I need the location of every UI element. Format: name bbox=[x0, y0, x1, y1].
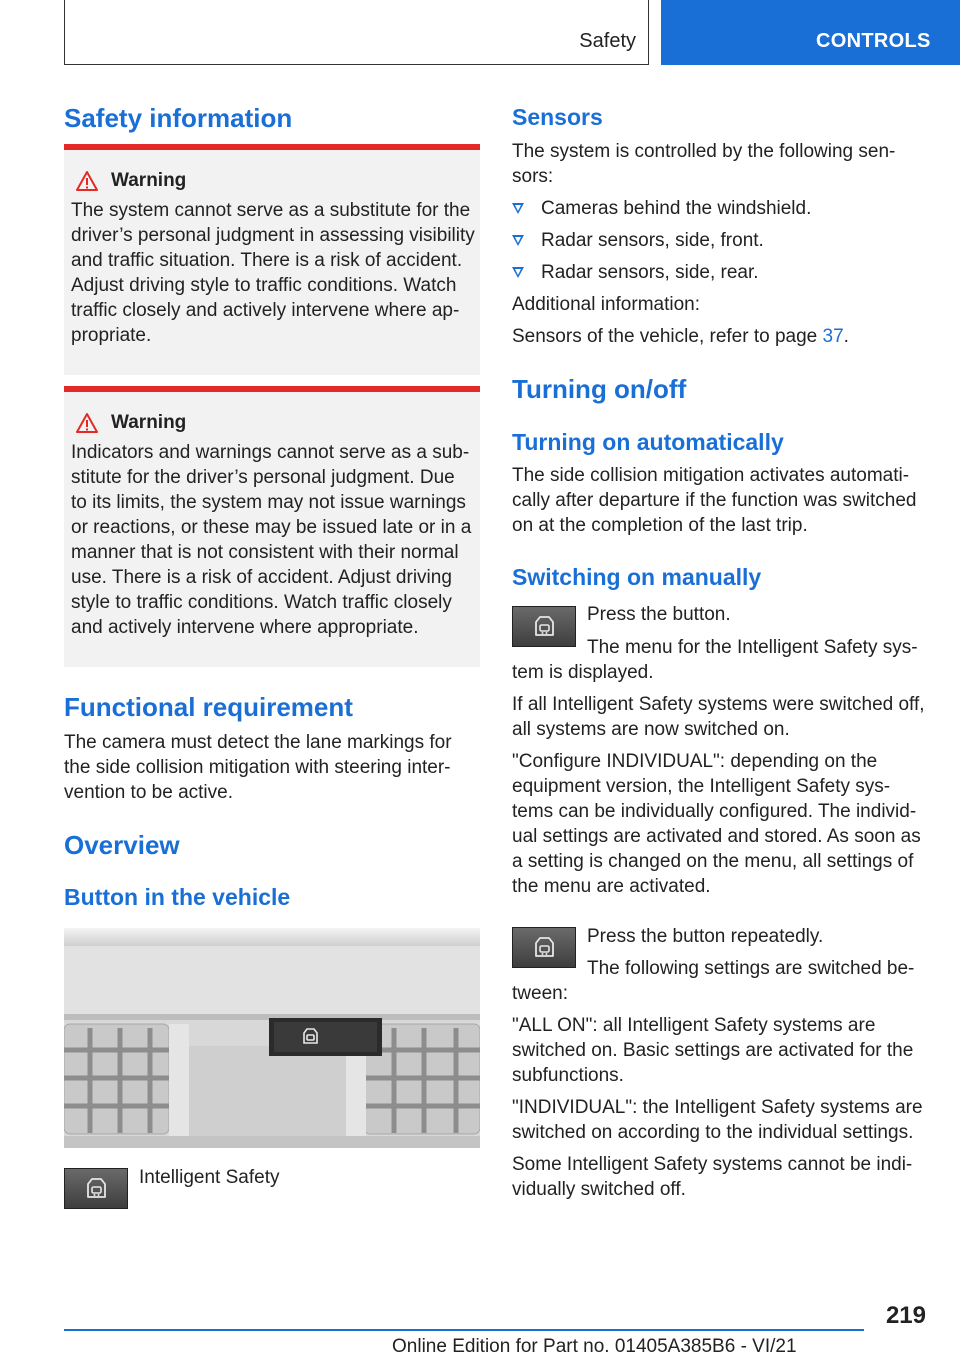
text-line: switched on according to the individual settings. bbox=[512, 1122, 914, 1143]
warning-line: manner that is not consistent with their normal bbox=[71, 542, 459, 563]
bullet-triangle-icon bbox=[512, 203, 524, 214]
intelligent-safety-button-image bbox=[512, 606, 576, 647]
repeat-step-2-continued: tween: bbox=[512, 983, 568, 1004]
text-line: "ALL ON": all Intelligent Safety systems are bbox=[512, 1015, 876, 1036]
switching-on-manually-heading: Switching on manually bbox=[512, 564, 762, 590]
warning-line: use. There is a risk of accident. Adjust driving bbox=[71, 567, 452, 588]
text-line: tems can be individually configured. The individ‐ bbox=[512, 801, 917, 822]
header-section-box bbox=[64, 0, 649, 65]
functional-requirement-text bbox=[64, 730, 452, 805]
vehicle-button-photo bbox=[64, 928, 480, 1148]
warning-line: driver’s personal judgment in assessing visibility bbox=[71, 225, 475, 246]
all-on-paragraph bbox=[512, 1013, 913, 1088]
list-item-text: Cameras behind the windshield. bbox=[541, 198, 812, 219]
sensors-reference bbox=[512, 324, 849, 349]
warning-box-2 bbox=[64, 386, 480, 667]
functional-requirement-heading: Functional requirement bbox=[64, 692, 353, 722]
text-line: switched on. Basic settings are activated for the bbox=[512, 1040, 914, 1061]
intelligent-safety-button-image bbox=[512, 927, 576, 968]
manual-paragraph-2 bbox=[512, 749, 921, 899]
text-line: on at the completion of the last trip. bbox=[512, 515, 808, 536]
text-line: the menu are activated. bbox=[512, 876, 711, 897]
warning-line: Indicators and warnings cannot serve as a sub‐ bbox=[71, 442, 470, 463]
page-37-link[interactable]: 37 bbox=[822, 326, 844, 347]
warning-triangle-icon bbox=[75, 412, 99, 434]
repeat-step-1: Press the button repeatedly. bbox=[587, 926, 824, 947]
warning-line: Adjust driving style to traffic conditions. Watch bbox=[71, 275, 457, 296]
warning-body bbox=[71, 198, 473, 348]
manual-paragraph-1 bbox=[512, 692, 925, 742]
bullet-triangle-icon bbox=[512, 235, 524, 246]
header-chapter-tab bbox=[661, 0, 960, 65]
warning-triangle-icon bbox=[75, 170, 99, 192]
individual-paragraph bbox=[512, 1095, 923, 1145]
text-line: "Configure INDIVIDUAL": depending on the bbox=[512, 751, 878, 772]
text-line: The system is controlled by the following sen‐ bbox=[512, 141, 896, 162]
text-line: subfunctions. bbox=[512, 1065, 624, 1086]
text-line: If all Intelligent Safety systems were switched off, bbox=[512, 694, 925, 715]
text-line: The side collision mitigation activates automati‐ bbox=[512, 465, 910, 486]
manual-step-1: Press the button. bbox=[587, 604, 731, 625]
button-in-vehicle-heading: Button in the vehicle bbox=[64, 884, 291, 910]
text-line: "INDIVIDUAL": the Intelligent Safety systems are bbox=[512, 1097, 923, 1118]
reference-text: Sensors of the vehicle, refer to page bbox=[512, 326, 823, 347]
manual-step-2: The menu for the Intelligent Safety sys‐ bbox=[587, 637, 918, 658]
list-item-text: Radar sensors, side, rear. bbox=[541, 262, 759, 283]
safety-information-heading: Safety information bbox=[64, 103, 293, 133]
dashboard-photo-image bbox=[64, 928, 480, 1148]
final-paragraph bbox=[512, 1152, 912, 1202]
bullet-triangle-icon bbox=[512, 267, 524, 278]
warning-line: stitute for the driver’s personal judgment. Due bbox=[71, 467, 455, 488]
manual-step-2-continued: tem is displayed. bbox=[512, 662, 654, 683]
additional-information-label: Additional information: bbox=[512, 294, 700, 315]
warning-line: to its limits, the system may not issue warnings bbox=[71, 492, 466, 513]
warning-line: and traffic situation. There is a risk of accident. bbox=[71, 250, 463, 271]
warning-body bbox=[71, 440, 473, 640]
warning-line: propriate. bbox=[71, 325, 152, 346]
text-line: all systems are now switched on. bbox=[512, 719, 790, 740]
list-item-text: Radar sensors, side, front. bbox=[541, 230, 764, 251]
warning-line: or reactions, or these may be issued late or in a bbox=[71, 517, 472, 538]
reference-end: . bbox=[843, 326, 849, 347]
automatic-text bbox=[512, 463, 916, 538]
warning-line: traffic closely and actively intervene where ap‐ bbox=[71, 300, 460, 321]
text-line: The camera must detect the lane markings for bbox=[64, 732, 452, 753]
repeat-step-2: The following settings are switched be‐ bbox=[587, 958, 915, 979]
text-line: equipment version, the Intelligent Safety sys‐ bbox=[512, 776, 891, 797]
text-line: ual settings are activated and stored. As soon as bbox=[512, 826, 921, 847]
overview-heading: Overview bbox=[64, 830, 180, 860]
text-line: sors: bbox=[512, 166, 554, 187]
header-chapter-title: CONTROLS bbox=[816, 30, 931, 52]
turning-on-off-heading: Turning on/off bbox=[512, 374, 687, 404]
intelligent-safety-button-icon bbox=[86, 1177, 107, 1201]
turning-on-automatically-heading: Turning on automatically bbox=[512, 429, 784, 455]
text-line: Some Intelligent Safety systems cannot be indi‐ bbox=[512, 1154, 913, 1175]
warning-title bbox=[75, 412, 473, 434]
text-line: vention to be active. bbox=[64, 782, 233, 803]
text-line: vidually switched off. bbox=[512, 1179, 686, 1200]
warning-line: The system cannot serve as a substitute for the bbox=[71, 200, 471, 221]
header-section-title: Safety bbox=[579, 30, 636, 52]
warning-title-text: Warning bbox=[111, 170, 187, 191]
intelligent-safety-button-icon bbox=[534, 936, 555, 960]
text-line: the side collision mitigation with steering inter‐ bbox=[64, 757, 451, 778]
sensors-intro bbox=[512, 139, 895, 189]
warning-line: style to traffic conditions. Watch traffic closely bbox=[71, 592, 452, 613]
text-line: cally after departure if the function was switched bbox=[512, 490, 917, 511]
intelligent-safety-button-image bbox=[64, 1168, 128, 1209]
warning-title bbox=[75, 170, 473, 192]
intelligent-safety-button-icon bbox=[534, 615, 555, 639]
text-line: a setting is changed on the menu, all settings of bbox=[512, 851, 914, 872]
page-number: 219 bbox=[885, 1302, 926, 1329]
intelligent-safety-caption: Intelligent Safety bbox=[139, 1167, 280, 1188]
warning-box-1 bbox=[64, 144, 480, 375]
sensors-heading: Sensors bbox=[512, 104, 603, 130]
footer-divider bbox=[64, 1329, 864, 1331]
warning-title-text: Warning bbox=[111, 412, 187, 433]
edition-note: Online Edition for Part no. 01405A385B6 - VI/21 bbox=[392, 1336, 797, 1357]
warning-line: and actively intervene where appropriate. bbox=[71, 617, 419, 638]
